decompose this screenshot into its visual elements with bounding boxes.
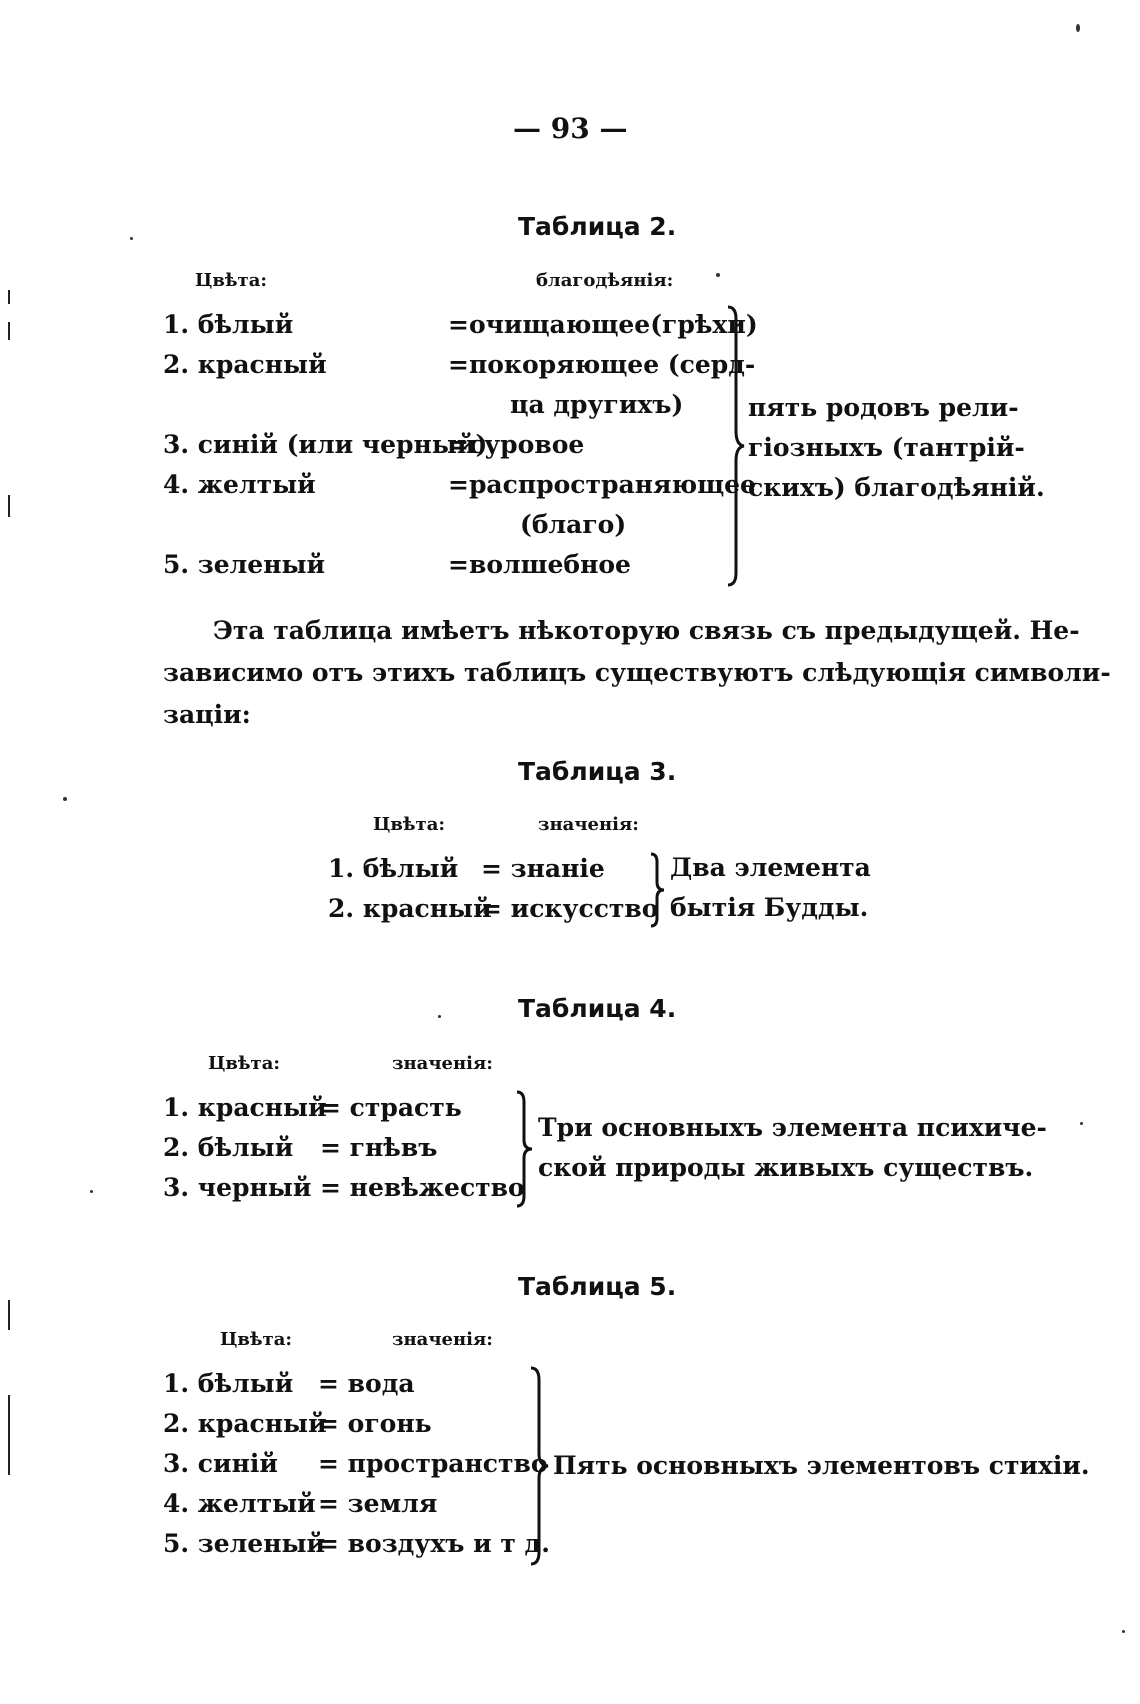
table4-col-colors: Цвѣта:: [208, 1053, 281, 1074]
scan-speck: [130, 237, 133, 240]
table2-note-line-3: скихъ) благодѣяній.: [748, 473, 1045, 502]
table5-row-1-value: = вода: [318, 1369, 415, 1398]
table3-row-2-color: 2. красный: [328, 894, 492, 923]
table4-col-values: значенія:: [392, 1053, 493, 1074]
scan-speck: [1080, 1122, 1083, 1125]
table5-row-4-color: 4. желтый: [163, 1489, 316, 1518]
paragraph-line-1: Эта таблица имѣетъ нѣкоторую связь съ предыдущей. Не-: [213, 616, 1080, 645]
table2-row-3-value: =суровое: [448, 430, 585, 459]
table5-row-3-color: 3. синій: [163, 1449, 278, 1478]
table2-row-1-value: =очищающее(грѣхи): [448, 310, 758, 339]
table2-row-4-value: =распространяющее: [448, 470, 756, 499]
table5-brace: [528, 1366, 552, 1566]
scan-speck: [716, 273, 720, 277]
table2-row-4b-value: (благо): [520, 510, 627, 539]
table5-title: Таблица 5.: [518, 1272, 677, 1301]
table4-row-3-color: 3. черный: [163, 1173, 312, 1202]
table2-title: Таблица 2.: [518, 212, 677, 241]
table3-row-1-color: 1. бѣлый: [328, 854, 459, 883]
scan-edge-mark: [8, 290, 10, 304]
scan-edge-mark: [8, 1300, 10, 1330]
table5-row-4-value: = земля: [318, 1489, 438, 1518]
table5-row-3-value: = пространство: [318, 1449, 548, 1478]
table5-row-5-value: = воздухъ и т д.: [318, 1529, 550, 1558]
scan-speck: [90, 1190, 93, 1193]
table5-row-5-color: 5. зеленый: [163, 1529, 326, 1558]
table4-note-line-1: Три основныхъ элемента психиче-: [538, 1113, 1047, 1142]
table3-col-values: значенія:: [538, 814, 639, 835]
table3-note-line-1: Два элемента: [670, 853, 871, 882]
table3-row-1-value: = знаніе: [481, 854, 605, 883]
page-number: — 93 —: [513, 112, 628, 145]
table2-row-1-color: 1. бѣлый: [163, 310, 294, 339]
table5-row-2-value: = огонь: [318, 1409, 432, 1438]
paragraph-line-2: зависимо отъ этихъ таблицъ существуютъ слѣдующія символи-: [163, 658, 1111, 687]
table4-note-line-2: ской природы живыхъ существъ.: [538, 1153, 1034, 1182]
table3-note-line-2: бытія Будды.: [670, 893, 869, 922]
scan-edge-mark: [8, 322, 10, 340]
scan-speck: [1076, 24, 1080, 32]
table3-col-colors: Цвѣта:: [373, 814, 446, 835]
table2-row-5-color: 5. зеленый: [163, 550, 326, 579]
table5-row-2-color: 2. красный: [163, 1409, 327, 1438]
table2-row-3-color: 3. синій (или черный): [163, 430, 488, 459]
table5-col-colors: Цвѣта:: [220, 1329, 293, 1350]
scan-edge-mark: [8, 495, 10, 517]
table5-row-1-color: 1. бѣлый: [163, 1369, 294, 1398]
scan-edge-mark: [8, 1395, 10, 1475]
table4-title: Таблица 4.: [518, 994, 677, 1023]
table4-row-2-value: = гнѣвъ: [320, 1133, 438, 1162]
table3-brace: [648, 852, 668, 928]
table2-col-colors: Цвѣта:: [195, 270, 268, 291]
table4-row-2-color: 2. бѣлый: [163, 1133, 294, 1162]
scan-speck: [1122, 1630, 1125, 1633]
scan-speck: [438, 1015, 441, 1018]
table3-title: Таблица 3.: [518, 757, 677, 786]
table2-row-2-color: 2. красный: [163, 350, 327, 379]
table2-brace: [724, 305, 748, 587]
scan-speck: [63, 797, 67, 801]
table5-note-line-1: Пять основныхъ элементовъ стихіи.: [553, 1451, 1090, 1480]
table2-note-line-2: гіозныхъ (тантрій-: [748, 433, 1025, 462]
paragraph-line-3: заціи:: [163, 700, 251, 729]
table4-row-1-color: 1. красный: [163, 1093, 327, 1122]
table2-row-2-value: =покоряющее (серд-: [448, 350, 756, 379]
table3-row-2-value: = искусство: [481, 894, 659, 923]
table2-row-5-value: =волшебное: [448, 550, 631, 579]
table2-row-2b-value: ца другихъ): [510, 390, 684, 419]
table2-col-values: благодѣянія:: [536, 270, 674, 291]
table4-row-3-value: = невѣжество: [320, 1173, 525, 1202]
table2-row-4-color: 4. желтый: [163, 470, 316, 499]
table5-col-values: значенія:: [392, 1329, 493, 1350]
table4-row-1-value: = страсть: [320, 1093, 462, 1122]
table4-brace: [514, 1090, 536, 1208]
table2-note-line-1: пять родовъ рели-: [748, 393, 1019, 422]
